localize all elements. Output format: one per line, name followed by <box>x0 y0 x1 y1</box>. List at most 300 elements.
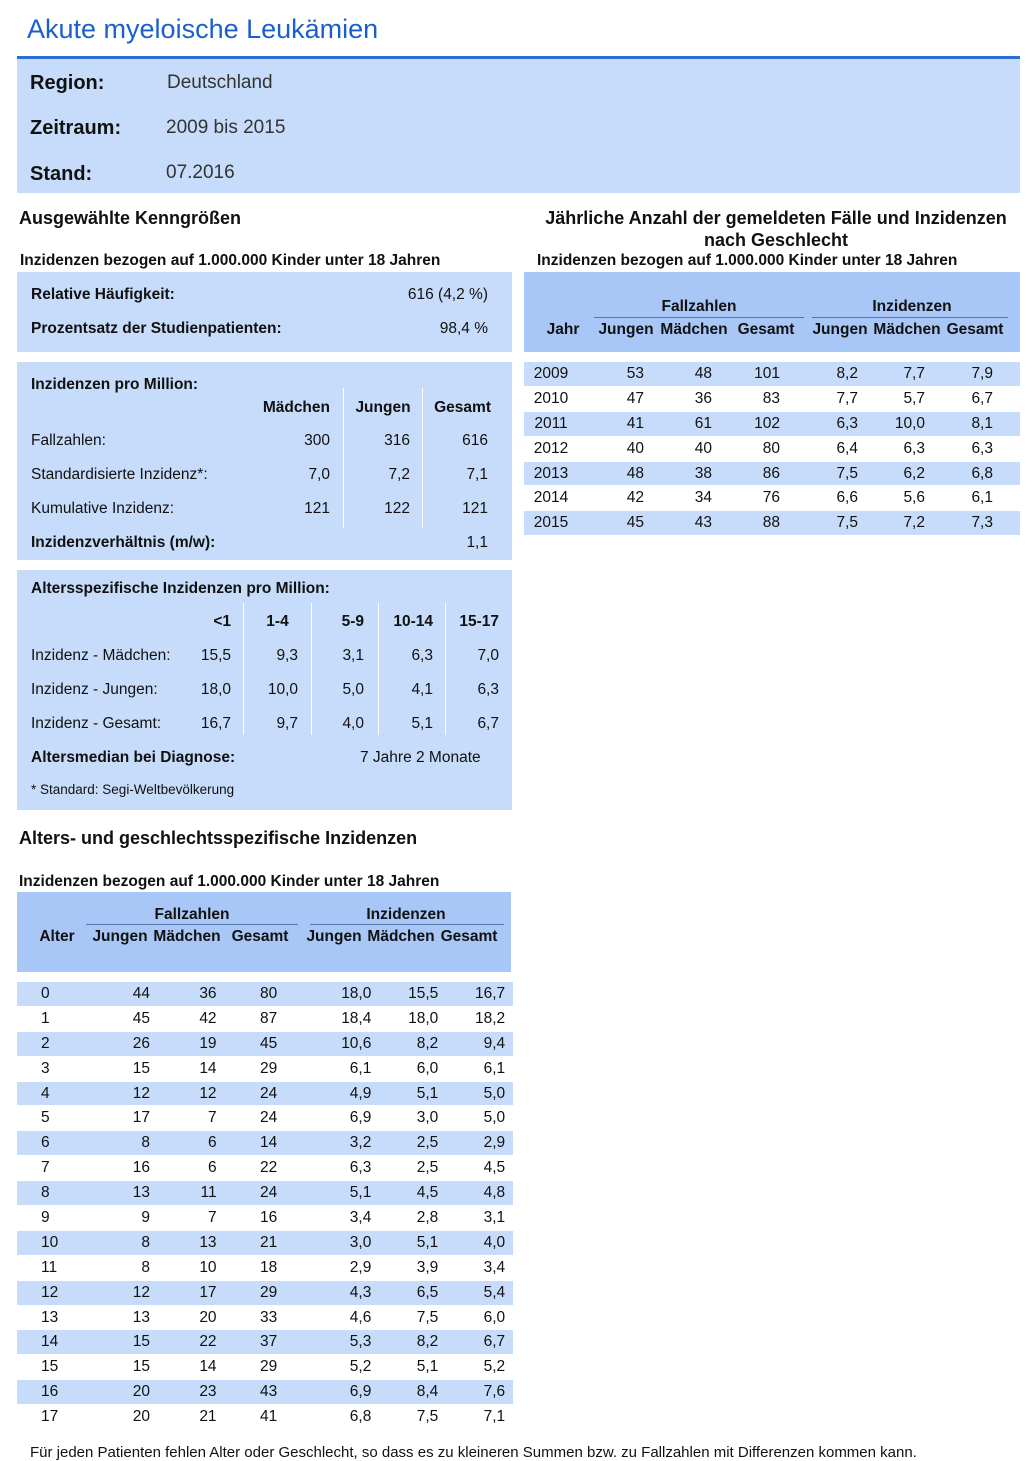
table-cell: 20 <box>199 1308 217 1326</box>
incidence-row-label: Kumulative Inzidenz: <box>31 500 175 517</box>
table-cell: 6,9 <box>277 1380 371 1405</box>
period-value: 2009 bis 2015 <box>166 117 286 138</box>
table-row <box>17 1255 513 1280</box>
table-cell: 15 <box>132 1059 151 1077</box>
table-cell: 5,1 <box>371 1081 438 1106</box>
table-row <box>17 1156 513 1181</box>
table-cell: 80 <box>762 439 780 457</box>
age-row-label: Inzidenz - Jungen: <box>31 681 158 698</box>
table-cell: 5,0 <box>483 1109 506 1127</box>
table-cell: 20 <box>132 1408 151 1426</box>
table-cell: 16 <box>260 1208 278 1226</box>
table-cell: 3,0 <box>277 1230 371 1255</box>
table-cell: 7,1 <box>483 1408 506 1426</box>
table-row <box>17 1006 513 1031</box>
table-cell: 6,1 <box>971 489 993 507</box>
row-key-cell: 11 <box>41 1258 58 1276</box>
percentage-label: Prozentsatz der Studienpatienten: <box>31 320 282 337</box>
table-cell: 29 <box>260 1358 278 1376</box>
year-col-header: Jahr <box>546 321 580 338</box>
row-key-cell: 17 <box>41 1408 59 1426</box>
table-cell: 5,1 <box>371 1230 438 1255</box>
table-cell: 42 <box>626 489 644 507</box>
table-cell: 33 <box>260 1308 278 1326</box>
table-cell: 4,5 <box>483 1159 506 1177</box>
incidence-cell: 616 <box>462 432 488 449</box>
table-cell: 44 <box>58 982 150 1006</box>
table-cell: 24 <box>217 1181 278 1206</box>
incidence-cell: 121 <box>304 500 330 517</box>
row-pad <box>993 436 1020 461</box>
row-pad <box>505 1305 513 1330</box>
table-row <box>17 1131 513 1156</box>
incidence-row-label: Fallzahlen: <box>31 432 106 449</box>
age-group-header: Inzidenzen <box>366 906 446 923</box>
table-cell: 15,5 <box>371 982 438 1006</box>
table-cell: 14 <box>199 1358 217 1376</box>
table-cell: 6,3 <box>349 1159 372 1177</box>
table-row <box>17 1181 513 1206</box>
row-pad <box>505 1280 513 1305</box>
row-key-cell: 16 <box>17 1380 58 1405</box>
table-cell: 7,7 <box>836 389 858 407</box>
table-row <box>17 1081 513 1106</box>
incidence-row-label: Standardisierte Inzidenz*: <box>31 466 208 483</box>
percentage-value: 98,4 % <box>439 320 488 337</box>
table-cell: 13 <box>150 1230 217 1255</box>
left-section-title: Ausgewählte Kenngrößen <box>19 208 242 228</box>
table-cell: 2,5 <box>416 1159 439 1177</box>
table-cell: 14 <box>217 1131 278 1156</box>
group-underline <box>86 924 298 925</box>
row-key-cell: 12 <box>17 1280 58 1305</box>
table-cell: 24 <box>260 1109 278 1127</box>
year-col-header: Mädchen <box>873 321 941 338</box>
row-pad <box>505 1031 513 1056</box>
incidence-cell: 300 <box>304 432 330 449</box>
table-cell: 21 <box>217 1230 278 1255</box>
table-cell: 5,2 <box>349 1358 372 1376</box>
row-key-cell: 5 <box>41 1109 50 1127</box>
table-cell: 101 <box>712 362 780 386</box>
age-incidence-title: Altersspezifische Inzidenzen pro Million: <box>31 580 330 597</box>
table-cell: 7 <box>207 1208 217 1226</box>
table-cell: 7,9 <box>925 362 993 386</box>
table-cell: 6,9 <box>349 1109 372 1127</box>
table-cell: 40 <box>626 439 644 457</box>
row-key-cell: 2009 <box>524 362 578 386</box>
table-cell: 38 <box>644 461 712 486</box>
row-pad <box>505 1380 513 1405</box>
table-cell: 4,0 <box>438 1230 505 1255</box>
table-cell: 5,0 <box>438 1081 505 1106</box>
row-pad <box>993 411 1020 436</box>
incidence-cell: 121 <box>462 500 488 517</box>
table-cell: 45 <box>217 1031 278 1056</box>
right-section-title-2: nach Geschlecht <box>703 230 849 250</box>
table-row <box>17 1031 513 1056</box>
year-col-header: Gesamt <box>946 321 1004 338</box>
table-cell: 41 <box>578 411 644 436</box>
table-cell: 2,8 <box>416 1208 439 1226</box>
table-cell: 6,3 <box>780 411 858 436</box>
age-col-header: <1 <box>213 613 231 630</box>
table-row <box>17 1330 513 1355</box>
row-key-cell: 3 <box>41 1059 50 1077</box>
table-cell: 6,4 <box>836 439 858 457</box>
age-table <box>17 982 513 1430</box>
table-cell: 2,5 <box>371 1131 438 1156</box>
table-cell: 6,5 <box>371 1280 438 1305</box>
table-row <box>17 1230 513 1255</box>
table-cell: 6,6 <box>836 489 858 507</box>
table-cell: 6,1 <box>349 1059 372 1077</box>
year-col-header: Gesamt <box>737 321 795 338</box>
table-cell: 18,4 <box>341 1009 372 1027</box>
table-row <box>17 1305 513 1330</box>
table-row <box>524 486 1020 511</box>
year-col-header: Mädchen <box>660 321 728 338</box>
table-cell: 3,2 <box>277 1131 371 1156</box>
group-underline <box>594 317 804 318</box>
table-row <box>524 411 1020 436</box>
age-cell: 4,1 <box>411 681 433 698</box>
incidence-cell: 7,0 <box>308 466 330 483</box>
row-pad <box>993 386 1020 411</box>
stand-label: Stand: <box>30 163 93 185</box>
incidence-title: Inzidenzen pro Million: <box>31 376 199 393</box>
table-cell: 24 <box>217 1081 278 1106</box>
row-key-cell: 2014 <box>533 489 569 507</box>
table-cell: 3,4 <box>349 1208 372 1226</box>
year-group-header: Fallzahlen <box>661 298 737 315</box>
table-cell: 16 <box>132 1159 151 1177</box>
table-cell: 15 <box>58 1330 150 1355</box>
table-cell: 8,1 <box>925 411 993 436</box>
ratio-value: 1,1 <box>466 534 488 551</box>
table-row <box>17 1106 513 1131</box>
table-cell: 6,0 <box>416 1059 439 1077</box>
row-key-cell: 15 <box>41 1358 59 1376</box>
table-cell: 8 <box>58 1131 150 1156</box>
age-group-header: Fallzahlen <box>154 906 230 923</box>
table-cell: 48 <box>578 461 644 486</box>
group-underline <box>310 924 504 925</box>
row-pad <box>505 1156 513 1181</box>
table-cell: 16,7 <box>438 982 505 1006</box>
incidence-cell: 122 <box>384 500 410 517</box>
table-cell: 8,2 <box>780 362 858 386</box>
table-cell: 6 <box>150 1131 217 1156</box>
row-pad <box>505 1006 513 1031</box>
table-cell: 4,9 <box>277 1081 371 1106</box>
table-cell: 6,3 <box>971 439 993 457</box>
age-cell: 9,7 <box>276 715 298 732</box>
row-pad <box>505 1405 513 1430</box>
table-cell: 5,4 <box>438 1280 505 1305</box>
table-cell: 22 <box>260 1159 278 1177</box>
row-key-cell: 2010 <box>533 389 569 407</box>
table-cell: 23 <box>150 1380 217 1405</box>
age-col-header: Jungen <box>92 928 148 945</box>
row-key-cell: 2012 <box>533 439 569 457</box>
ratio-label: Inzidenzverhältnis (m/w): <box>31 534 216 551</box>
median-label: Altersmedian bei Diagnose: <box>31 749 236 766</box>
table-cell: 61 <box>644 411 712 436</box>
table-cell: 8 <box>141 1258 151 1276</box>
year-table <box>524 362 1020 536</box>
table-cell: 53 <box>578 362 644 386</box>
table-cell: 36 <box>150 982 217 1006</box>
row-pad <box>505 1106 513 1131</box>
right-subtitle: Inzidenzen bezogen auf 1.000.000 Kinder unter 18 Jahren <box>537 252 958 269</box>
page-title: Akute myeloische Leukämien <box>27 14 379 44</box>
age-row-label: Inzidenz - Gesamt: <box>31 715 162 732</box>
footnote: * Standard: Segi-Weltbevölkerung <box>31 782 235 797</box>
row-pad <box>993 486 1020 511</box>
table-cell: 6 <box>207 1159 217 1177</box>
table-cell: 10,6 <box>277 1031 371 1056</box>
table-cell: 18,0 <box>408 1009 439 1027</box>
row-pad <box>505 1181 513 1206</box>
table-cell: 8,2 <box>371 1031 438 1056</box>
table-cell: 4,5 <box>371 1181 438 1206</box>
table-cell: 8,2 <box>371 1330 438 1355</box>
table-cell: 17 <box>132 1109 151 1127</box>
age-col-header: Gesamt <box>231 928 289 945</box>
region-label: Region: <box>30 72 105 94</box>
table-cell: 87 <box>260 1009 278 1027</box>
age-cell: 16,7 <box>200 715 231 732</box>
period-label: Zeitraum: <box>30 117 122 139</box>
relative-value: 616 (4,2 %) <box>407 286 488 303</box>
table-cell: 2,9 <box>349 1258 372 1276</box>
table-row <box>524 362 1020 386</box>
table-cell: 29 <box>260 1059 278 1077</box>
age-col-header: Mädchen <box>367 928 435 945</box>
relative-panel <box>17 272 512 352</box>
age-cell: 6,3 <box>411 647 433 664</box>
row-key-cell: 9 <box>41 1208 50 1226</box>
table-cell: 13 <box>58 1181 150 1206</box>
table-cell: 3,4 <box>483 1258 506 1276</box>
table-cell: 9 <box>141 1208 151 1226</box>
incidence-col-header: Jungen <box>355 399 411 416</box>
age-col-header: Gesamt <box>440 928 498 945</box>
table-cell: 42 <box>199 1009 217 1027</box>
table-row <box>17 1206 513 1231</box>
row-key-cell: 2013 <box>524 461 578 486</box>
table-cell: 5,1 <box>416 1358 439 1376</box>
row-pad <box>993 362 1020 386</box>
table-cell: 4,8 <box>438 1181 505 1206</box>
table-cell: 15 <box>132 1358 151 1376</box>
table-row <box>17 1056 513 1081</box>
table-cell: 12 <box>150 1081 217 1106</box>
table-cell: 47 <box>626 389 644 407</box>
table-cell: 3,1 <box>483 1208 506 1226</box>
table-cell: 3,9 <box>416 1258 439 1276</box>
age-col-header: 10-14 <box>393 613 433 630</box>
bottom-subtitle: Inzidenzen bezogen auf 1.000.000 Kinder unter 18 Jahren <box>19 873 440 890</box>
left-subtitle: Inzidenzen bezogen auf 1.000.000 Kinder unter 18 Jahren <box>20 252 441 269</box>
table-cell: 5,2 <box>483 1358 506 1376</box>
table-cell: 6,8 <box>349 1408 372 1426</box>
table-row <box>17 1405 513 1430</box>
table-cell: 7,5 <box>780 511 858 536</box>
year-col-header: Jungen <box>812 321 868 338</box>
age-cell: 4,0 <box>342 715 364 732</box>
age-cell: 6,3 <box>477 681 499 698</box>
table-cell: 86 <box>712 461 780 486</box>
table-cell: 12 <box>58 1081 150 1106</box>
table-row <box>17 982 513 1006</box>
table-cell: 48 <box>644 362 712 386</box>
table-cell: 6,2 <box>858 461 925 486</box>
group-underline <box>812 317 1008 318</box>
row-pad <box>505 1206 513 1231</box>
table-cell: 6,7 <box>438 1330 505 1355</box>
row-pad <box>505 1330 513 1355</box>
age-col-header: 1-4 <box>266 613 289 630</box>
table-cell: 14 <box>199 1059 217 1077</box>
row-key-cell: 8 <box>17 1181 58 1206</box>
table-cell: 5,7 <box>903 389 925 407</box>
table-cell: 36 <box>694 389 712 407</box>
age-col-header: 15-17 <box>459 613 499 630</box>
bottom-section-title: Alters- und geschlechtsspezifische Inzidenzen <box>19 828 418 848</box>
table-cell: 7,3 <box>925 511 993 536</box>
table-cell: 7,7 <box>858 362 925 386</box>
age-cell: 3,1 <box>342 647 364 664</box>
age-cell: 10,0 <box>267 681 298 698</box>
incidence-cell: 316 <box>384 432 410 449</box>
table-cell: 10 <box>199 1258 217 1276</box>
table-cell: 10,0 <box>858 411 925 436</box>
table-cell: 6,1 <box>483 1059 506 1077</box>
table-row <box>524 461 1020 486</box>
age-cell: 9,3 <box>276 647 298 664</box>
table-cell: 18,0 <box>277 982 371 1006</box>
table-cell: 11 <box>150 1181 217 1206</box>
table-cell: 88 <box>712 511 780 536</box>
table-cell: 4,6 <box>349 1308 372 1326</box>
row-pad <box>505 1355 513 1380</box>
table-cell: 7,5 <box>416 1308 439 1326</box>
table-cell: 13 <box>132 1308 151 1326</box>
age-cell: 18,0 <box>200 681 231 698</box>
table-cell: 45 <box>132 1009 151 1027</box>
relative-label: Relative Häufigkeit: <box>31 286 175 303</box>
table-cell: 7,5 <box>780 461 858 486</box>
table-cell: 83 <box>762 389 780 407</box>
row-key-cell: 2011 <box>524 411 578 436</box>
table-cell: 19 <box>150 1031 217 1056</box>
table-row <box>17 1280 513 1305</box>
row-key-cell: 2 <box>17 1031 58 1056</box>
table-cell: 40 <box>694 439 712 457</box>
table-cell: 26 <box>58 1031 150 1056</box>
incidence-cell: 7,1 <box>466 466 488 483</box>
table-cell: 102 <box>712 411 780 436</box>
table-cell: 34 <box>694 489 712 507</box>
region-value: Deutschland <box>167 72 273 93</box>
row-pad <box>505 1131 513 1156</box>
table-cell: 41 <box>260 1408 278 1426</box>
row-key-cell: 14 <box>17 1330 58 1355</box>
row-pad <box>505 1255 513 1280</box>
footer-note: Für jeden Patienten fehlen Alter oder Geschlecht, so dass es zu kleineren Summen bzw. zu Fallzahlen mit Differenzen kommen kann. <box>30 1444 917 1461</box>
table-cell: 17 <box>150 1280 217 1305</box>
median-value: 7 Jahre 2 Monate <box>360 749 481 766</box>
row-key-cell: 1 <box>41 1009 50 1027</box>
row-key-cell: 0 <box>17 982 58 1006</box>
age-cell: 5,0 <box>342 681 364 698</box>
table-cell: 20 <box>58 1380 150 1405</box>
table-cell: 5,1 <box>277 1181 371 1206</box>
incidence-col-header: Gesamt <box>434 399 491 416</box>
table-cell: 43 <box>644 511 712 536</box>
row-pad <box>505 1230 513 1255</box>
row-pad <box>505 1081 513 1106</box>
age-col-header: Jungen <box>306 928 362 945</box>
stand-value: 07.2016 <box>166 162 235 183</box>
table-row <box>524 511 1020 536</box>
table-cell: 43 <box>217 1380 278 1405</box>
row-key-cell: 7 <box>41 1159 50 1177</box>
age-cell: 6,7 <box>477 715 499 732</box>
table-cell: 5,6 <box>903 489 925 507</box>
table-cell: 37 <box>217 1330 278 1355</box>
age-cell: 15,5 <box>200 647 231 664</box>
table-cell: 29 <box>217 1280 278 1305</box>
table-cell: 3,0 <box>416 1109 439 1127</box>
table-cell: 4,3 <box>277 1280 371 1305</box>
table-cell: 8 <box>58 1230 150 1255</box>
row-key-cell: 6 <box>17 1131 58 1156</box>
table-cell: 18,2 <box>475 1009 506 1027</box>
table-cell: 2,9 <box>438 1131 505 1156</box>
table-row <box>17 1380 513 1405</box>
table-row <box>17 1355 513 1380</box>
table-row <box>524 436 1020 461</box>
table-cell: 5,3 <box>277 1330 371 1355</box>
table-cell: 21 <box>199 1408 217 1426</box>
age-col-header: 5-9 <box>341 613 364 630</box>
row-key-cell: 2015 <box>524 511 578 536</box>
table-cell: 45 <box>578 511 644 536</box>
table-row <box>524 386 1020 411</box>
table-cell: 80 <box>217 982 278 1006</box>
table-cell: 22 <box>150 1330 217 1355</box>
row-key-cell: 10 <box>17 1230 58 1255</box>
table-cell: 6,0 <box>483 1308 506 1326</box>
row-pad <box>505 1056 513 1081</box>
right-section-title: Jährliche Anzahl der gemeldeten Fälle und Inzidenzen <box>545 208 1007 228</box>
row-key-cell: 13 <box>41 1308 59 1326</box>
row-pad <box>993 461 1020 486</box>
age-cell: 7,0 <box>477 647 499 664</box>
incidence-col-header: Mädchen <box>262 399 330 416</box>
table-cell: 7 <box>207 1109 217 1127</box>
table-cell: 6,8 <box>925 461 993 486</box>
table-cell: 6,3 <box>903 439 925 457</box>
year-group-header: Inzidenzen <box>872 298 952 315</box>
table-cell: 9,4 <box>438 1031 505 1056</box>
row-pad <box>505 982 513 1006</box>
table-cell: 76 <box>762 489 780 507</box>
table-cell: 6,7 <box>971 389 993 407</box>
